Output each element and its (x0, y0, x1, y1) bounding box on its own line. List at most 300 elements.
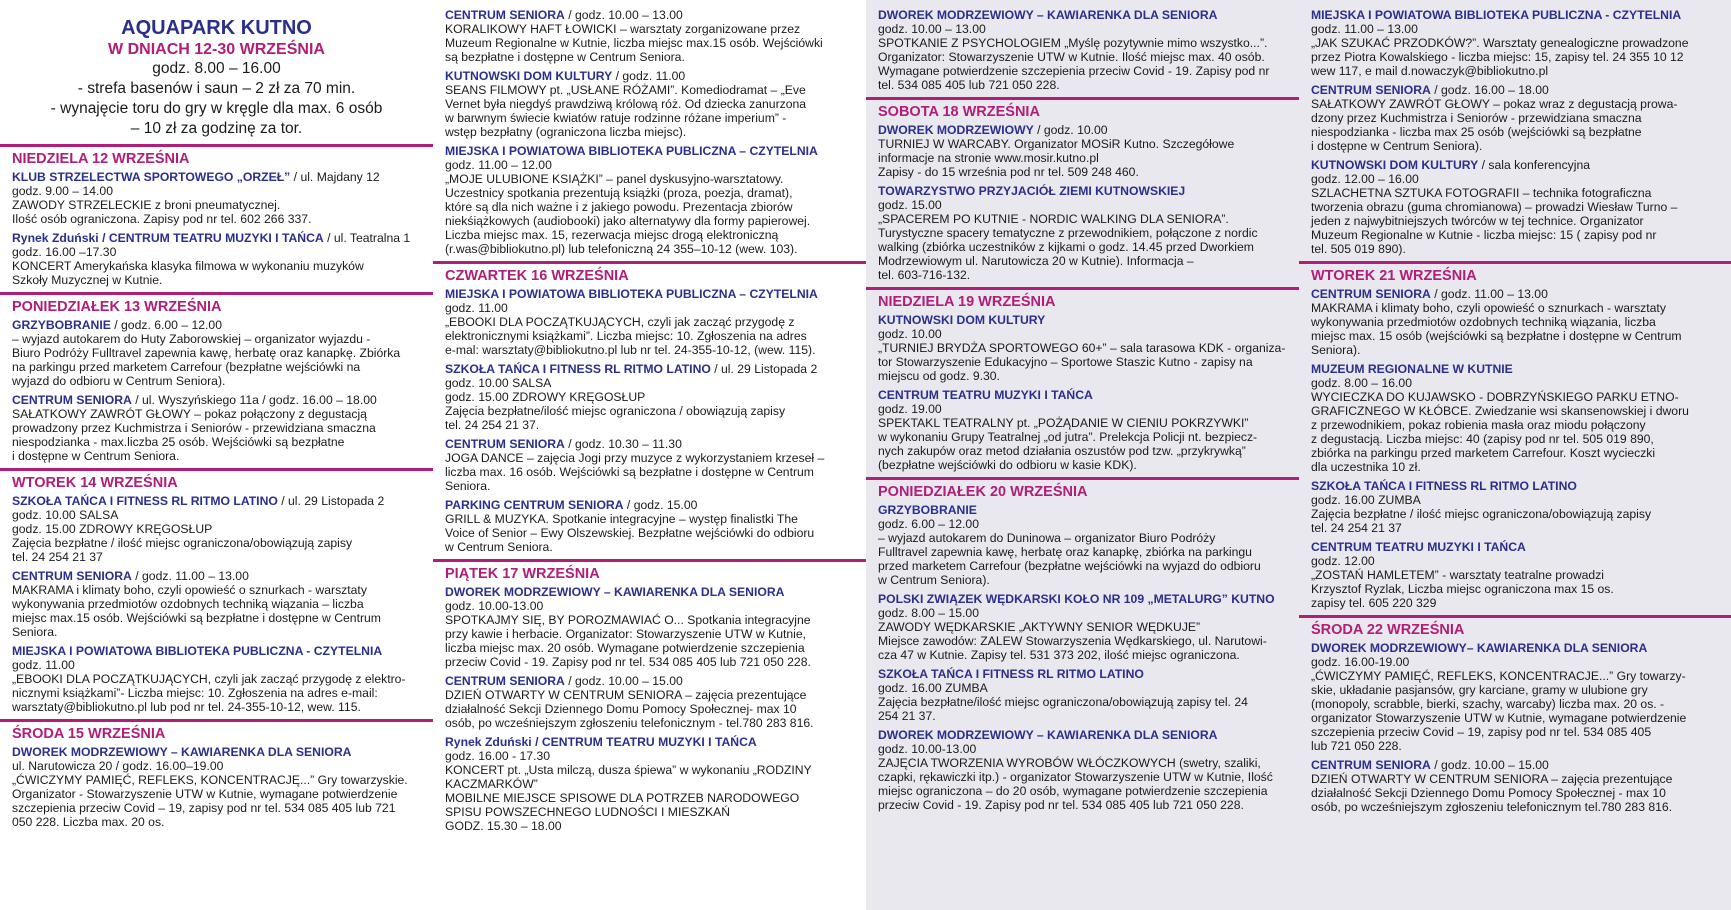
venue-name: CENTRUM SENIORA (445, 674, 565, 688)
event-text-line: SEANS FILMOWY pt. „USŁANE RÓŻAMI”. Komediodramat – „Eve (445, 83, 806, 97)
event-text-line: WYCIECZKA DO KUJAWSKO - DOBRZYŃSKIEGO PARKU ETNO- (1311, 390, 1679, 404)
event-text-line: tel. 24 254 21 37 (1311, 521, 1402, 535)
event-text-line: Zajęcia bezpłatne / ilość miejsc ograniczona/obowiązują zapisy (1311, 507, 1652, 521)
venue-name: CENTRUM SENIORA (12, 393, 132, 407)
event-text-line: lub 721 050 228. (1311, 739, 1402, 753)
event-text-line: „SPACEREM PO KUTNIE - NORDIC WALKING DLA SENIORA”. (878, 212, 1229, 226)
event-text-line: GRILL & MUZYKA. Spotkanie integracyjne – występ finalistki The (445, 512, 798, 526)
event-text-line: godz. 12.00 – 16.00 (1311, 172, 1419, 186)
venue-name: CENTRUM SENIORA (1311, 83, 1431, 97)
event-text-line: szczepienia przeciw Covid – 19, zapisy pod nr tel. 534 085 405 lub 721 (12, 801, 396, 815)
venue-line (878, 8, 1287, 22)
day-heading: PONIEDZIAŁEK 20 WRZEŚNIA (878, 484, 1088, 500)
event-text-line: SPOTKAJMY SIĘ, BY POROZMAWIAĆ O... Spotkania integracyjne (445, 613, 811, 627)
venue-line (445, 735, 854, 749)
venue-line (445, 287, 854, 301)
section-divider (866, 287, 1299, 290)
day-section (1311, 8, 1719, 256)
event-text-line: godz. 16.00-19.00 (1311, 655, 1410, 669)
venue-line (1311, 641, 1719, 655)
venue-line (1311, 287, 1719, 301)
venue-line (1311, 540, 1719, 554)
venue-name: DWOREK MODRZEWIOWY – KAWIARENKA DLA SENIORA (445, 585, 785, 599)
venue-name: MIEJSKA I POWIATOWA BIBLIOTEKA PUBLICZNA – CZYTELNIA (445, 287, 818, 301)
day-heading: NIEDZIELA 19 WRZEŚNIA (878, 294, 1056, 310)
venue-line (445, 144, 854, 158)
event-text-line: osób, po wcześniejszym zgłoszeniu telefonicznym - tel.780 283 816. (445, 716, 814, 730)
section-divider (1299, 615, 1731, 618)
venue-name: KUTNOWSKI DOM KULTURY (445, 69, 613, 83)
event-item (878, 184, 1287, 282)
section-divider (0, 719, 433, 722)
venue-line (878, 123, 1287, 137)
event-text-line: i dostępne w Centrum Seniora). (1311, 139, 1483, 153)
event-text-line: ZAJĘCIA TWORZENIA WYROBÓW WŁÓCZKOWYCH (swetry, szaliki, (878, 756, 1261, 770)
event-text-line: godz. 10.00 (878, 327, 942, 341)
event-text-line: godz. 8.00 – 15.00 (878, 606, 979, 620)
event-item (445, 362, 854, 432)
venue-line (878, 184, 1287, 198)
header-line: – 10 zł za godzinę za tor. (130, 120, 303, 137)
event-text-line: „MOJE ULUBIONE KSIĄŻKI” – panel dyskusyjno-warsztatowy. (445, 172, 784, 186)
venue-name: DWOREK MODRZEWIOWY – KAWIARENKA DLA SENIORA (12, 745, 352, 759)
event-text-line: elektronicznymi książkami”. Liczba miejsc: 10. Zgłoszenia na adres (445, 329, 807, 343)
event-text-line: KACZMARKÓW” (445, 777, 538, 791)
event-item (1311, 479, 1719, 535)
venue-line (12, 318, 421, 332)
venue-line (445, 8, 854, 22)
header-line: godz. 8.00 – 16.00 (152, 60, 281, 77)
venue-details: / ul. 29 Listopada 2 (710, 362, 818, 376)
venue-name: KLUB STRZELECTWA SPORTOWEGO „ORZEŁ” (12, 170, 291, 184)
event-text-line: informacje na stronie www.mosir.kutno.pl (878, 151, 1099, 165)
event-text-line: godz. 10.00 – 13.00 (878, 22, 986, 36)
event-text-line: ZAWODY STRZELECKIE z broni pneumatycznej. (12, 198, 281, 212)
venue-name: MIEJSKA I POWIATOWA BIBLIOTEKA PUBLICZNA – CZYTELNIA (445, 144, 818, 158)
event-text-line: które są dla nich ważne i z jakiego powodu. Prezentacja zbiorów (445, 200, 793, 214)
venue-name: CENTRUM TEATRU MUZYKI I TAŃCA (878, 388, 1093, 402)
event-item (878, 123, 1287, 179)
event-text-line: godz. 6.00 – 12.00 (878, 517, 979, 531)
event-item (445, 735, 854, 833)
event-text-line: Zajęcia bezpłatne / ilość miejsc ograniczona/obowiązują zapisy (12, 536, 353, 550)
day-section (12, 468, 421, 714)
event-text-line: Muzeum Regionalne w Kutnie - liczba miejsc: 15 ( zapisy pod nr (1311, 228, 1657, 242)
event-text-line: Modrzewiowym ul. Narutowicza 20 w Kutnie). Informacja – (878, 254, 1194, 268)
event-item (1311, 362, 1719, 474)
event-text-line: MOBILNE MIEJSCE SPISOWE DLA POTRZEB NARODOWEGO (445, 791, 800, 805)
event-text-line: – wyjazd autokarem do Huty Zaborowskiej – organizator wyjazdu - (12, 332, 371, 346)
venue-name: GRZYBOBRANIE (12, 318, 111, 332)
event-text-line: walking (zbiórka uczestników z kijkami o godz. 14.45 przed Dworkiem (878, 240, 1254, 254)
event-text-line: organizator Stowarzyszenie UTW w Kutnie, wymagane potwierdzenie (1311, 711, 1687, 725)
event-item (878, 388, 1287, 472)
event-text-line: (monopoly, scrabble, bierki, szachy, warcaby) liczba max. 20 os. - (1311, 697, 1665, 711)
event-text-line: jeden z najwybitniejszych twórców w tej technice. Organizator (1311, 214, 1644, 228)
event-text-line: wykonywania przedmiotów ozdobnych techniką wiązania – liczba (12, 597, 364, 611)
event-text-line: „TURNIEJ BRYDŻA SPORTOWEGO 60+” – sala tarasowa KDK - organiza- (878, 341, 1286, 355)
day-section (445, 559, 854, 833)
event-item (12, 170, 421, 226)
venue-line (12, 170, 421, 184)
event-text-line: godz. 19.00 (878, 402, 942, 416)
event-item (878, 592, 1287, 662)
day-section (1311, 615, 1719, 814)
venue-line (1311, 83, 1719, 97)
event-text-line: Seniora). (1311, 343, 1361, 357)
venue-line (445, 498, 854, 512)
venue-line (445, 585, 854, 599)
event-text-line: MAKRAMA i klimaty boho, czyli opowieść o sznurkach - warsztaty (1311, 301, 1666, 315)
venue-details: / godz. 10.30 – 11.30 (564, 437, 682, 451)
day-heading: SOBOTA 18 WRZEŚNIA (878, 104, 1040, 120)
event-text-line: KONCERT Amerykańska klasyka filmowa w wykonaniu muzyków (12, 259, 364, 273)
day-heading: NIEDZIELA 12 WRZEŚNIA (12, 151, 190, 167)
venue-line (878, 728, 1287, 742)
event-text-line: SPISU POWSZECHNEGO LUDNOŚCI I MIESZKAŃ (445, 805, 731, 819)
event-text-line: tel. 24 254 21 37. (445, 418, 540, 432)
event-text-line: skie, układanie pasjansów, gry karciane, gramy w ulubione gry (1311, 683, 1648, 697)
event-text-line: godz. 10.00 SALSA (445, 376, 552, 390)
column-3 (866, 0, 1299, 910)
day-heading: WTOREK 14 WRZEŚNIA (12, 475, 178, 491)
event-item (445, 144, 854, 256)
event-text-line: „ĆWICZYMY PAMIĘĆ, REFLEKS, KONCENTRACJE...” Gry towarzy- (1311, 669, 1686, 683)
day-section (878, 8, 1287, 92)
section-divider (0, 292, 433, 295)
day-section (12, 292, 421, 463)
venue-name: Rynek Zduński / CENTRUM TEATRU MUZYKI I TAŃCA (445, 735, 757, 749)
venue-line (1311, 362, 1719, 376)
event-text-line: z przewodnikiem, pokaz robienia masła oraz miodu połączony (1311, 418, 1646, 432)
venue-name: DWOREK MODRZEWIOWY – KAWIARENKA DLA SENIORA (878, 728, 1218, 742)
venue-name: DWOREK MODRZEWIOWY– KAWIARENKA DLA SENIORA (1311, 641, 1648, 655)
event-text-line: w wykonaniu Grupy Teatralnej „od jutra”. Prelekcja Policji nt. bezpiecz- (878, 430, 1258, 444)
day-heading: PIĄTEK 17 WRZEŚNIA (445, 566, 600, 582)
event-text-line: i dostępne w Centrum Seniora. (12, 449, 180, 463)
section-divider (433, 261, 866, 264)
event-text-line: przy kawie i herbacie. Organizator: Stowarzyszenie UTW w Kutnie, (445, 627, 807, 641)
venue-details: / ul. Majdany 12 (290, 170, 380, 184)
venue-line (12, 569, 421, 583)
event-text-line: – wyjazd autokarem do Duninowa – organizator Biuro Podróży (878, 531, 1216, 545)
event-text-line: niekśiążkowych (audiobooki) jako alternatywy dla formy papierowej. (445, 214, 811, 228)
event-item (1311, 758, 1719, 814)
event-text-line: Fulltravel zapewnia kawę, herbatę oraz kanapkę, zbiórka na parkingu (878, 545, 1252, 559)
event-text-line: osób, po wcześniejszym zgłoszeniu telefonicznym tel.780 283 816. (1311, 800, 1673, 814)
event-item (878, 8, 1287, 92)
event-text-line: cza 47 w Kutnie. Zapisy tel. 531 373 202, ilość miejsc ograniczona. (878, 648, 1240, 662)
event-text-line: KORALIKOWY HAFT ŁOWICKI – warsztaty zorganizowane przez (445, 22, 801, 36)
event-text-line: Voice of Senior – Ewy Olszewskiej. Bezpłatne wejściówki do odbioru (445, 526, 815, 540)
event-text-line: tworzenia obrazu (guma chromianowa) – prowadzi Wiesław Turno – (1311, 200, 1678, 214)
venue-details: / ul. Wyszyńskiego 11a / godz. 16.00 – 18.00 (131, 393, 377, 407)
venue-details: / godz. 15.00 (623, 498, 698, 512)
event-text-line: na parkingu przed marketem Carrefour (bezpłatne wejściówki na (12, 360, 361, 374)
header-line: - strefa basenów i saun – 2 zł za 70 min. (77, 80, 356, 97)
event-item (445, 8, 854, 64)
header-line: - wynajęcie toru do gry w kręgle dla max. 6 osób (50, 100, 383, 117)
event-text-line: Turystyczne spacery tematyczne z przewodnikiem, połączone z nordic (878, 226, 1258, 240)
venue-details: / godz. 6.00 – 12.00 (110, 318, 222, 332)
event-text-line: miejsc max. 15 osób (wejściówki są bezpłatne i dostępne w Centrum (1311, 329, 1682, 343)
venue-line (1311, 479, 1719, 493)
venue-line (12, 745, 421, 759)
event-text-line: tor Stowarzyszenie Edukacyjno – Sportowe Staszic Kutno - zapisy na (878, 355, 1253, 369)
event-text-line: godz. 8.00 – 16.00 (1311, 376, 1412, 390)
event-text-line: niespodzianka - max.liczba 25 osób. Wejściówki są bezpłatne (12, 435, 345, 449)
event-text-line: godz. 15.00 ZDROWY KRĘGOSŁUP (12, 522, 213, 536)
event-text-line: godz. 11.00 (12, 658, 75, 672)
venue-details: / godz. 10.00 (1033, 123, 1108, 137)
event-text-line: nicznymi książkami”- Liczba miejsc: 10. Zgłoszenia na adres e-mail: (12, 686, 378, 700)
event-text-line: przeciw Covid - 19. Zapisy pod nr tel. 534 085 405 lub 721 050 228. (445, 655, 811, 669)
event-text-line: Zajęcia bezpłatne/ilość miejsc ograniczona / obowiązują zapisy (445, 404, 786, 418)
event-text-line: wyjazd do odbioru w Centrum Seniora). (12, 374, 226, 388)
venue-name: SZKOŁA TAŃCA I FITNESS RL RITMO LATINO (12, 494, 278, 508)
event-item (12, 318, 421, 388)
day-section (878, 97, 1287, 282)
event-text-line: godz. 11.00 – 12.00 (445, 158, 552, 172)
event-text-line: ul. Narutowicza 20 / godz. 16.00–19.00 (12, 759, 224, 773)
event-text-line: zbiórka na parkingu przed marketem Carrefour. Koszt wycieczki (1311, 446, 1656, 460)
venue-details: / godz. 10.00 – 15.00 (1430, 758, 1549, 772)
venue-name: MIEJSKA I POWIATOWA BIBLIOTEKA PUBLICZNA - CZYTELNIA (1311, 8, 1682, 22)
event-text-line: Vernet była niegdyś prawdziwą królową róż. Od dziecka zanurzona (445, 97, 807, 111)
event-text-line: szczepienia przeciw Covid – 19, zapisy pod nr tel. 534 085 405 (1311, 725, 1652, 739)
venue-name: MUZEUM REGIONALNE W KUTNIE (1311, 362, 1513, 376)
event-item (1311, 83, 1719, 153)
event-text-line: Liczba miejsc max. 15, rezerwacja miejsc drogą elektroniczną (445, 228, 779, 242)
event-text-line: DZIEŃ OTWARTY W CENTRUM SENIORA – zajęcia prezentujące (445, 688, 807, 702)
venue-line (878, 388, 1287, 402)
event-text-line: czapki, rękawiczki itp.) - organizator Stowarzyszenie UTW w Kutnie, Ilość (878, 770, 1273, 784)
section-divider (433, 559, 866, 562)
venue-details: / godz. 10.00 – 15.00 (564, 674, 683, 688)
event-text-line: „ĆWICZYMY PAMIĘĆ, REFLEKS, KONCENTRACJĘ...” Gry towarzyskie. (12, 773, 408, 787)
event-item (1311, 8, 1719, 78)
day-section (1311, 261, 1719, 610)
day-section (445, 8, 854, 256)
venue-details: / godz. 10.00 – 13.00 (564, 8, 683, 22)
event-text-line: niespodzianka - liczba max 25 osób (wejściówki są bezpłatne (1311, 125, 1642, 139)
event-item (12, 745, 421, 829)
venue-line (12, 393, 421, 407)
event-text-line: przeciw Covid - 19. Zapisy pod nr tel. 534 085 405 lub 721 050 228. (878, 798, 1244, 812)
event-item (12, 231, 421, 287)
venue-line (12, 231, 421, 245)
venue-name: SZKOŁA TAŃCA I FITNESS RL RITMO LATINO (1311, 479, 1577, 493)
event-text-line: ZAWODY WĘDKARSKIE „AKTYWNY SENIOR WĘDKUJE” (878, 620, 1201, 634)
event-text-line: 254 21 37. (878, 709, 936, 723)
event-text-line: Ilość osób ograniczona. Zapisy pod nr tel. 602 266 337. (12, 212, 312, 226)
column-1 (0, 0, 433, 910)
event-text-line: SAŁATKOWY ZAWRÓT GŁOWY – pokaz połączony z degustacją (12, 407, 367, 421)
day-heading: CZWARTEK 16 WRZEŚNIA (445, 268, 629, 284)
event-text-line: godz. 11.00 – 13.00 (1311, 22, 1418, 36)
event-item (445, 585, 854, 669)
event-item (878, 313, 1287, 383)
event-text-line: Biuro Podróży Fulltravel zapewnia kawę, herbatę oraz kanapkę. Zbiórka (12, 346, 401, 360)
venue-line (1311, 158, 1719, 172)
event-item (878, 667, 1287, 723)
event-text-line: godz. 12.00 (1311, 554, 1375, 568)
event-text-line: miejscu od godz. 9.30. (878, 369, 1000, 383)
day-heading: PONIEDZIAŁEK 13 WRZEŚNIA (12, 299, 222, 315)
venue-name: GRZYBOBRANIE (878, 503, 977, 517)
event-item (445, 498, 854, 554)
event-item (12, 569, 421, 639)
event-text-line: godz. 16.00 ZUMBA (1311, 493, 1421, 507)
event-text-line: TURNIEJ W WARCABY. Organizator MOSiR Kutno. Szczegółowe (878, 137, 1235, 151)
event-text-line: wstęp bezpłatny (ograniczona liczba miejsc). (445, 125, 687, 139)
event-text-line: prowadzony przez Kuchmistrza i Seniorów - przewidziana smaczna (12, 421, 376, 435)
day-section (12, 144, 421, 287)
venue-name: SZKOŁA TAŃCA I FITNESS RL RITMO LATINO (445, 362, 711, 376)
event-text-line: Muzeum Regionalne w Kutnie, liczba miejsc max.15 osób. Wejściówki (445, 36, 823, 50)
event-text-line: Seniora. (12, 625, 58, 639)
venue-line (1311, 758, 1719, 772)
event-text-line: Organizator - Stowarzyszenie UTW w Kutnie, wymagane potwierdzenie (12, 787, 398, 801)
event-item (878, 503, 1287, 587)
venue-line (12, 644, 421, 658)
event-text-line: 050 228. Liczba max. 20 os. (12, 815, 165, 829)
event-text-line: godz. 16.00 - 17.30 (445, 749, 551, 763)
event-text-line: w barwnym świecie kwiatów ratuje rodzinne różane imperium” - (445, 111, 787, 125)
event-text-line: przed marketem Carrefour (bezpłatne wejściówki na wyjazd do odbioru (878, 559, 1261, 573)
day-heading: ŚRODA 15 WRZEŚNIA (12, 726, 166, 742)
venue-name: CENTRUM TEATRU MUZYKI I TAŃCA (1311, 540, 1526, 554)
event-text-line: DZIEŃ OTWARTY W CENTRUM SENIORA – zajęcia prezentujące (1311, 772, 1673, 786)
event-text-line: liczba max. 16 osób. Wejściówki są bezpłatne i dostępne w Centrum (445, 465, 814, 479)
venue-name: PARKING CENTRUM SENIORA (445, 498, 624, 512)
venue-details: / godz. 16.00 – 18.00 (1430, 83, 1549, 97)
venue-name: CENTRUM SENIORA (1311, 758, 1431, 772)
day-heading: WTOREK 21 WRZEŚNIA (1311, 268, 1477, 284)
venue-name: DWOREK MODRZEWIOWY – KAWIARENKA DLA SENIORA (878, 8, 1218, 22)
venue-name: KUTNOWSKI DOM KULTURY (878, 313, 1046, 327)
event-text-line: SZLACHETNA SZTUKA FOTOGRAFII – technika fotograficzna (1311, 186, 1652, 200)
venue-name: SZKOŁA TAŃCA I FITNESS RL RITMO LATINO (878, 667, 1144, 681)
event-text-line: liczba miejsc max. 20 osób. Wymagane potwierdzenie szczepienia (445, 641, 805, 655)
event-text-line: „JAK SZUKAĆ PRZODKÓW?”. Warsztaty genealogiczne prowadzone (1311, 36, 1689, 50)
venue-name: CENTRUM SENIORA (1311, 287, 1431, 301)
section-divider (866, 97, 1299, 100)
header-title: AQUAPARK KUTNO (121, 17, 312, 39)
day-heading: ŚRODA 22 WRZEŚNIA (1311, 622, 1465, 638)
event-text-line: Krzysztof Ryzlak, Liczba miejsc ograniczona max 15 os. (1311, 582, 1614, 596)
event-text-line: zapisy tel. 605 220 329 (1311, 596, 1437, 610)
section-divider (0, 468, 433, 471)
event-text-line: e-mal: warsztaty@bibliokutno.pl lub nr tel. 24-355-10-12, (wew. 115). (445, 343, 816, 357)
venue-line (445, 69, 854, 83)
event-item (1311, 287, 1719, 357)
venue-name: Rynek Zduński / CENTRUM TEATRU MUZYKI I TAŃCA (12, 231, 324, 245)
venue-details: / godz. 11.00 – 13.00 (1430, 287, 1548, 301)
venue-name: DWOREK MODRZEWIOWY (878, 123, 1034, 137)
event-text-line: GODZ. 15.30 – 18.00 (445, 819, 562, 833)
venue-details: / ul. 29 Listopada 2 (277, 494, 385, 508)
event-item (12, 393, 421, 463)
event-item (12, 644, 421, 714)
aquapark-header (12, 6, 421, 139)
event-text-line: przez Piotra Kowalskiego - liczba miejsc: 15, zapisy tel. 24 355 10 12 (1311, 50, 1684, 64)
venue-name: MIEJSKA I POWIATOWA BIBLIOTEKA PUBLICZNA - CZYTELNIA (12, 644, 383, 658)
venue-details: / godz. 11.00 – 13.00 (131, 569, 249, 583)
event-text-line: Seniora. (445, 479, 491, 493)
column-4 (1299, 0, 1731, 910)
event-text-line: (r.was@bibliokutno.pl) lub telefoniczną 24 355–10-12 (wew. 103). (445, 242, 798, 256)
event-item (445, 287, 854, 357)
event-text-line: „EBOOKI DLA POCZĄTKUJĄCYCH, czyli jak zacząć przygodę z (445, 315, 795, 329)
event-text-line: działalność Sekcji Dziennego Domu Pomocy Społecznej - max 10 (1311, 786, 1666, 800)
event-text-line: GRAFICZNEGO W KŁÓBCE. Zwiedzanie wsi skansenowskiej i dworu (1311, 404, 1689, 418)
event-text-line: tel. 24 254 21 37 (12, 550, 103, 564)
event-text-line: miejsc max.15 osób. Wejściówki są bezpłatne i dostępne w Centrum (12, 611, 381, 625)
event-text-line: Zapisy - do 15 września pod nr tel. 509 248 460. (878, 165, 1139, 179)
event-text-line: Wymagane potwierdzenie szczepienia przeciw Covid - 19. Zapisy pod nr (878, 64, 1270, 78)
day-section (445, 261, 854, 554)
event-item (1311, 641, 1719, 753)
event-text-line: godz. 16.00 ZUMBA (878, 681, 988, 695)
event-text-line: są bezpłatne i dostępne w Centrum Seniora. (445, 50, 685, 64)
venue-line (12, 494, 421, 508)
event-text-line: KONCERT pt. „Usta milczą, dusza śpiewa” w wykonaniu „RODZINY (445, 763, 812, 777)
header-subtitle: W DNIACH 12-30 WRZEŚNIA (108, 41, 325, 58)
event-text-line: w Centrum Seniora. (445, 540, 553, 554)
section-divider (0, 144, 433, 147)
venue-details: / ul. Teatralna 1 (323, 231, 411, 245)
venue-name: CENTRUM SENIORA (12, 569, 132, 583)
venue-line (878, 503, 1287, 517)
venue-line (445, 362, 854, 376)
event-item (1311, 158, 1719, 256)
venue-line (878, 592, 1287, 606)
event-text-line: JOGA DANCE – zajęcia Jogi przy muzyce z wykorzystaniem krzeseł – (445, 451, 825, 465)
event-text-line: Uczestnicy spotkania prezentują książki (proza, poezja, dramat), (445, 186, 793, 200)
venue-name: KUTNOWSKI DOM KULTURY (1311, 158, 1479, 172)
section-divider (866, 477, 1299, 480)
day-section (12, 719, 421, 829)
venue-name: TOWARZYSTWO PRZYJACIÓŁ ZIEMI KUTNOWSKIEJ (878, 184, 1186, 198)
event-item (445, 69, 854, 139)
event-text-line: godz. 15.00 (878, 198, 942, 212)
event-item (445, 674, 854, 730)
event-text-line: dla uczestnika 10 zł. (1311, 460, 1421, 474)
event-text-line: dzony przez Kuchmistrza i Seniorów - przewidziana smaczna (1311, 111, 1642, 125)
event-item (1311, 540, 1719, 610)
day-section (878, 477, 1287, 812)
event-text-line: Organizator: Stowarzyszenie UTW w Kutnie. Ilość miejsc max. 40 osób. (878, 50, 1265, 64)
event-text-line: SPOTKANIE Z PSYCHOLOGIEM „Myślę pozytywnie mimo wszystko...”. (878, 36, 1268, 50)
event-text-line: z degustacją. Liczba miejsc: 40 (zapisy pod nr tel. 505 019 890, (1311, 432, 1654, 446)
venue-line (878, 667, 1287, 681)
event-text-line: tel. 505 019 890). (1311, 242, 1406, 256)
event-text-line: miejsc ograniczona – do 20 osób, wymagane potwierdzenie szczepienia (878, 784, 1268, 798)
event-text-line: warsztaty@bibliokutno.pl lub pod nr tel. 24-355-10-12, wew. 115. (12, 700, 361, 714)
venue-line (445, 674, 854, 688)
venue-name: POLSKI ZWIĄZEK WĘDKARSKI KOŁO NR 109 „METALURG” KUTNO (878, 592, 1275, 606)
event-text-line: tel. 534 085 405 lub 721 050 228. (878, 78, 1060, 92)
event-text-line: godz. 9.00 – 14.00 (12, 184, 113, 198)
event-text-line: (bezpłatne wejściówki do odbioru w kasie KDK). (878, 458, 1137, 472)
event-text-line: godz. 10.00-13.00 (445, 599, 544, 613)
event-text-line: w Centrum Seniora). (878, 573, 990, 587)
event-text-line: wew 117, e mail d.nowaczyk@bibliokutno.pl (1311, 64, 1549, 78)
event-text-line: Szkoły Muzycznej w Kutnie. (12, 273, 163, 287)
venue-details: / godz. 11.00 (612, 69, 686, 83)
event-item (878, 728, 1287, 812)
